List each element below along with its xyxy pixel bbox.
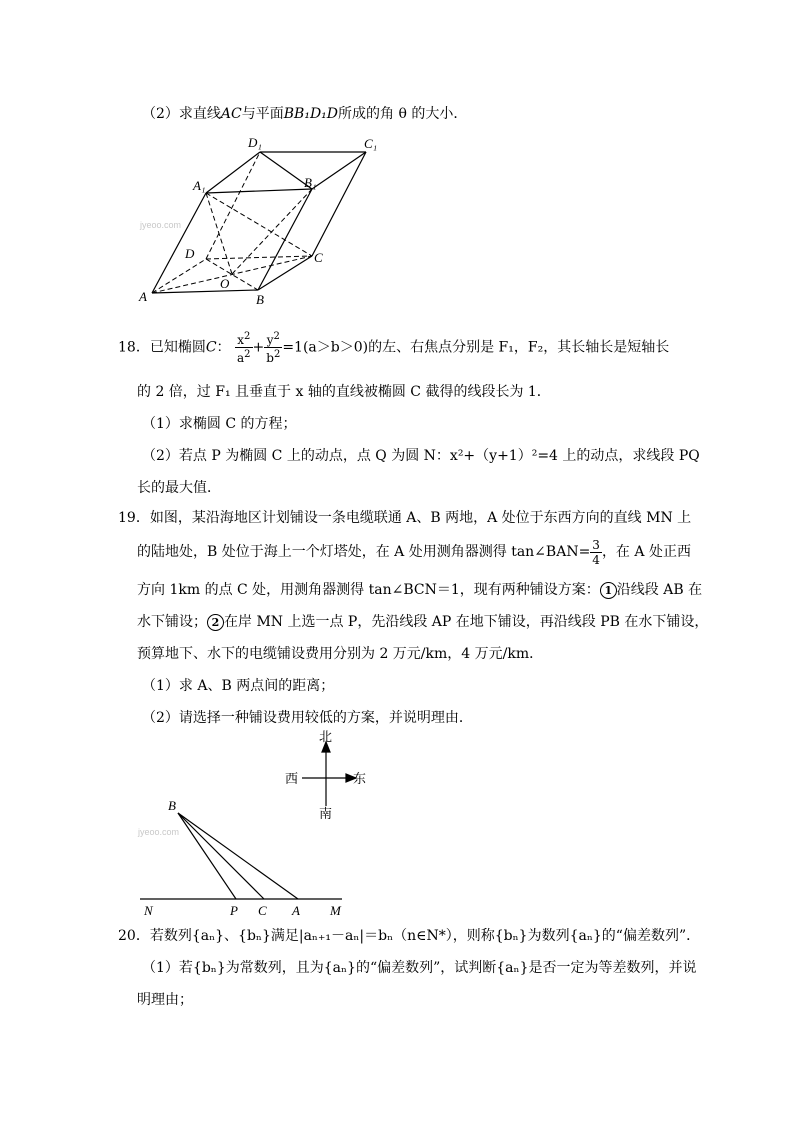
label-N: N — [144, 903, 153, 918]
label-A: A — [139, 289, 147, 304]
edge-CC1 — [312, 152, 366, 256]
q18-part2-line1: （2）若点 P 为椭圆 C 上的动点，点 Q 为圆 N：x²+（y+1）²=4 上的动点，求线段 PQ — [142, 448, 700, 464]
q17-part2: （2）求直线AC与平面BB₁D₁D所成的角 θ 的大小． — [142, 106, 468, 122]
label-B: B — [168, 798, 176, 813]
seg-BA — [178, 813, 298, 899]
q20-line1: 20．若数列{aₙ}、{bₙ}满足|aₙ₊₁－aₙ|＝bₙ（n∈N*），则称{bₙ}为数列{aₙ}的“偏差数列”． — [118, 928, 701, 944]
q20-part1-line1: （1）若{bₙ}为常数列，且为{aₙ}的“偏差数列”，试判断{aₙ}是否一定为等差数列，并说 — [142, 960, 697, 976]
watermark: jyeoo.com — [138, 827, 180, 837]
q19-part2: （2）请选择一种铺设费用较低的方案，并说明理由． — [142, 710, 473, 726]
edge-AA1 — [152, 193, 206, 293]
label-east: 东 — [353, 771, 367, 786]
tan-fraction: $\frac{3}{4}$ — [592, 537, 600, 567]
label-A1: A₁ — [193, 178, 206, 193]
q20-part1-line2: 明理由； — [137, 992, 193, 1008]
edge-DC — [206, 256, 312, 259]
q19-line4: 水下铺设； 2 在岸 MN 上选一点 P，先沿线段 AP 在地下铺设，再沿线段 PB 在水下铺设， — [137, 614, 709, 630]
label-south: 南 — [319, 806, 333, 821]
q19-line2: 的陆地处，B 处位于海上一个灯塔处，在 A 处用测角器测得 tan∠BAN= $\frac{3}{4}$ ，在 A 处正西 — [137, 537, 691, 567]
q18-line2: 的 2 倍，过 F₁ 且垂直于 x 轴的直线被椭圆 C 截得的线段长为 1． — [137, 384, 551, 400]
diag-A1C — [206, 193, 312, 256]
label-B1: B₁ — [304, 175, 317, 190]
edge-B1C1 — [312, 152, 366, 189]
label-D1: D₁ — [248, 135, 262, 150]
seg-BC — [178, 813, 264, 899]
label-D: D — [185, 246, 195, 261]
q18-line1: 18．已知椭圆C： $\frac{x^2}{a^2}$ + $\frac{y^2}{b^2}$ =1(a＞b＞0)的左、右焦点分别是 F₁，F₂，其长轴长是短轴长 — [118, 331, 670, 365]
label-P: P — [230, 903, 238, 918]
label-C: C — [258, 903, 267, 918]
diag-AC — [152, 256, 312, 293]
watermark: jyeoo.com — [140, 220, 182, 230]
label-north: 北 — [319, 730, 333, 744]
circled-two: 2 — [207, 614, 224, 631]
edge-AD — [152, 259, 206, 293]
circled-one: 1 — [600, 582, 617, 599]
ellipse-x-fraction: $\frac{x^2}{a^2}$ — [237, 331, 251, 365]
ellipse-y-fraction: $\frac{y^2}{b^2}$ — [266, 331, 281, 365]
coastline-figure — [130, 795, 360, 925]
label-O: O — [220, 276, 230, 291]
edge-AB — [152, 290, 258, 293]
parallelepiped-figure — [130, 130, 400, 310]
q18-part2-line2: 长的最大值． — [137, 480, 221, 496]
edge-A1B1 — [206, 189, 312, 193]
label-west: 西 — [285, 771, 299, 786]
q19-line5: 预算地下、水下的电缆铺设费用分别为 2 万元/km，4 万元/km． — [137, 646, 544, 662]
seg-OB1 — [232, 189, 312, 274]
seg-BP — [178, 813, 236, 899]
label-A: A — [292, 903, 300, 918]
q19-line3: 方向 1km 的点 C 处，用测角器测得 tan∠BCN＝1，现有两种铺设方案： 1 沿线段 AB 在 — [137, 582, 703, 598]
label-C: C — [314, 250, 323, 265]
label-C1: C₁ — [364, 136, 378, 151]
edge-DD1 — [206, 152, 260, 259]
q18-part1: （1）求椭圆 C 的方程； — [142, 416, 297, 432]
label-B: B — [256, 292, 264, 307]
q19-line1: 19．如图，某沿海地区计划铺设一条电缆联通 A、B 两地，A 处位于东西方向的直线 MN 上 — [118, 510, 692, 526]
label-M: M — [330, 903, 341, 918]
edge-BC — [258, 256, 312, 290]
q19-part1: （1）求 A、B 两点间的距离； — [142, 678, 335, 694]
edge-A1D1 — [206, 152, 260, 193]
